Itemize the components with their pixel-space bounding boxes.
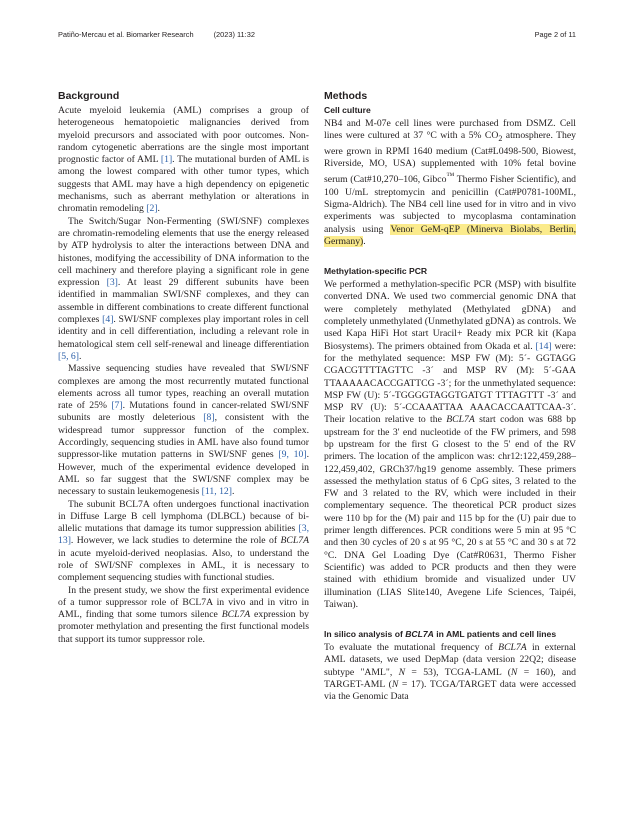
methods-heading: Methods [324, 90, 368, 102]
background-paragraph-5: In the present study, we show the first experimental evidence of a tumor suppressor role of BCL7A in vivo and in vitro in AML, finding that some tumors silence BCL7A expression by promoter methylation and presenting the first functional models that support its tumor suppressor role. [58, 584, 309, 645]
citation-link[interactable]: [14] [535, 340, 552, 352]
background-paragraph-2: The Switch/Sugar Non-Fermenting (SWI/SNF) complexes are chromatin-remodeling elements that use the energy released by ATP hydrolysis to alter the interactions between DNA and histones, modifying the accessibility of DNA information to the cell machinery and therefore playing a significant role in gene expression [3]. At least 29 different subunits have been identified in mammalian SWI/SNF complexes, and they can assemble in different combinations to create different functional complexes [4]. SWI/SNF complexes play important roles in cell identity and in cell differentiation, including a relevant role in hematological stem cell self-renewal and lineage differentiation [5, 6]. [58, 215, 310, 362]
citation-link[interactable]: [5, 6] [58, 350, 79, 362]
citation-link[interactable]: [7] [111, 400, 123, 412]
background-paragraph-3: Massive sequencing studies have revealed that SWI/SNF complexes are among the most recurrently mutated functional elements across all tumor types, reaching an overall mutation rate of 25% [7]. Mutations found in cancer-related SWI/SNF subunits are mostly deleterious [8], consistent with the widespread tumor suppressor function of the complex. Accordingly, sequencing studies in AML have also found tumor suppressor-like mutation patterns in SWI/SNF genes [9, 10]. However, much of the experimental evidence developed in AML so far suggest that the SWI/SNF complex may be necessary to sustain leukemogenesis [11, 12]. [58, 363, 309, 498]
background-heading: Background [58, 90, 120, 102]
citation-link[interactable]: [11, 12] [201, 486, 232, 498]
right-column [324, 90, 576, 704]
citation-link[interactable]: [3, 13] [58, 523, 309, 547]
citation-link[interactable]: [3] [106, 277, 118, 289]
highlighted-text[interactable]: Venor GeM-qEP (Minerva Biolabs, Berlin, Germany) [324, 223, 577, 247]
citation-link[interactable]: [2] [146, 203, 158, 215]
in-silico-paragraph: To evaluate the mutational frequency of BCL7A in external AML datasets, we used DepMap (data version 22Q2; disease subtype "AML", N = 53), TCGA-LAML (N = 160), and TARGET-AML (N = 17). TCGA/TARGET data were accessed via the Genomic Data [324, 642, 576, 703]
msp-subheading: Methylation-specific PCR [324, 266, 428, 277]
background-paragraph-4: The subunit BCL7A often undergoes functional inactivation in Diffuse Large B cell lymphoma (DLBCL) because of bi-allelic mutations that damage its tumor suppression abilities [3, 13]. However, we lack studies to determine the role of BCL7A in acute myeloid-derived neoplasias. Also, to understand the role of SWI/SNF complexes in AML, it is necessary to complement sequencing studies with functional studies. [58, 498, 309, 584]
cell-culture-paragraph: NB4 and M-07e cell lines were purchased from DSMZ. Cell lines were cultured at 37 °C with a 5% $CO_2$ atmosphere. They were grown in RPMI 1640 medium (Cat#L0498-500, Biowest, Riverside, MO, USA) supplemented with 10% fetal bovine serum (Cat#10,270–106, Gibco™ Thermo Fisher Scientific), and 100 U/mL streptomycin and penicillin (Cat#P0781-100ML, Sigma-Aldrich). The NB4 cell line used for in vitro and in vivo experiments was subjected to mycoplasma contamination analysis using Venor GeM-qEP (Minerva Biolabs, Berlin, Germany). [324, 118, 577, 247]
running-header [58, 30, 255, 39]
in-silico-subheading: In silico analysis of BCL7A in AML patients and cell lines [324, 629, 557, 640]
cell-culture-subheading: Cell culture [324, 105, 371, 115]
citation-link[interactable]: [8] [203, 412, 215, 424]
volume-info: (2023) 11:32 [213, 30, 255, 39]
msp-paragraph: We performed a methylation-specific PCR (MSP) with bisulfite converted DNA. We used two commercial genomic DNA that were completely methylated (Methylated gDNA) and completely unmethylated (Unmethylated gDNA) as controls. We used Kapa HiFi Hot start Uracil+ Ready mix PCR kit (Kapa Biosystems). The primers obtained from Okada et al. [14] were: for the methylated sequence: MSP FW (M): 5´- GGTAGG CGACGTTTTAGTTC -3´ and MSP RV (M): 5´-GAA TTAAAAACACCGATTCG -3´; for the unmethylated sequence: MSP FW (U): 5´-TGGGGTAGGTGATGT TTTAGTTT -3´ and MSP RV (U): 5´-CCAAATTAA AAACACCAATTCAA-3´. Their location relative to the BCL7A start codon was 688 bp upstream for the 3' end nucleotide of the FW primers, and 598 bp upstream for the first G closest to the 5' end of the RV primers. The location of the amplicon was: chr12:122,459,288–122,459,402, GRCh37/hg19 genome assembly. These primers assessed the methylation status of 6 CpG sites, 3 related to the FW and 3 related to the RV, which were included in their complementary sequence. The theoretical PCR product sizes were 110 bp for the (M) pair and 115 bp for the (U) pair due to primer length differences. PCR conditions were 5 min at 95 ºC and then 30 cycles of 20 s at 95 °C, 20 s at 55 °C and 30 s at 72 °C. DNA Gel Loading Dye (Cat#R0631, Thermo Fisher Scientific) was added to PCR products and then they were stained with ethidium bromide and visualized under UV illumination (LIAS Slite140, Avegene Life Sciences, Taipéi, Taiwan). [324, 279, 577, 610]
citation-link[interactable]: [4] [102, 314, 114, 326]
citation-link[interactable]: [1] [160, 154, 173, 166]
background-paragraph-1: Acute myeloid leukemia (AML) comprises a group of heterogeneous hematopoietic malignancies derived from myeloid precursors and associated with poor outcomes. Non-random cytogenetic aberrations are the single most important prognostic factor of AML [1]. The mutational burden of AML is among the lowest compared with other tumor types, which suggests that AML may have a high dependency on epigenetic mechanisms, such as aberrant methylation or alterations in chromatin remodeling [2]. [58, 105, 309, 215]
journal-citation: Patiño-Mercau et al. Biomarker Research [58, 30, 194, 39]
page-number: Page 2 of 11 [534, 30, 576, 39]
citation-link[interactable]: [9, 10] [278, 449, 307, 461]
left-column [58, 90, 309, 646]
